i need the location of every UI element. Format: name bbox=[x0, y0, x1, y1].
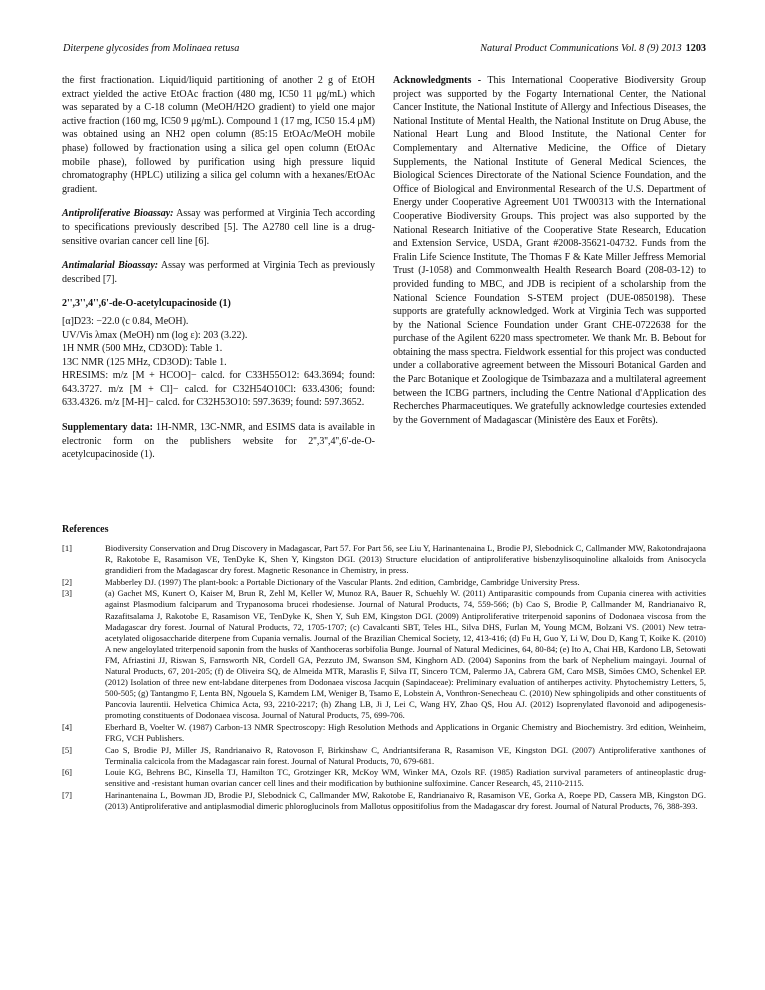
running-header bbox=[63, 43, 706, 59]
references-list bbox=[62, 543, 706, 813]
reference-item bbox=[62, 767, 706, 789]
reference-text: Eberhard B, Voelter W. (1987) Carbon-13 NMR Spectroscopy: High Resolution Methods and Applications in Organic Chemistry and Biochemistry. 3rd edition, Weinheim, FRG, VCH Publishers. bbox=[105, 722, 706, 744]
reference-text: (a) Gachet MS, Kunert O, Kaiser M, Brun R, Zehl M, Keller W, Munoz RA, Bauer R, Schuehly W. (2011) Antiparasitic compounds from Cupania cinerea with activities against Plasmodium falciparum and Trypanosoma brucei rhodesiense. Journal of Natural Products, 74, 559-566; (b) Cao S, Brodie P, Callmander M, Randrianaivo R, Razafitsalama J, Rakotobe E, Rasamison VE, TenDyke K, Shen Y, Suh EM, Kingston DGI. (2009) Antiproliferative triterpenoid saponins of Dodonaea viscosa from the Madagascar dry forest. Journal of Natural Products, 72, 1705-1707; (c) Cavalcanti SBT, Teles HL, Silva DHS, Furlan M, Young MCM, Bolzani VS. (2001) New tetra-acetylated oligosaccharide diterpene from Cupania vernalis. Journal of the Brazilian Chemical Society, 12, 413-416; (d) Fu H, Guo Y, Li W, Dou D, Kang T, Koike K. (2010) A new angeloylated triterpenoid saponin from the husks of Xanthoceras sorbifolia Bunge. Journal of Natural Medicines, 64, 80-84; (e) Ito A, Chai HB, Kardono LB, Setowati FM, Afriastini JJ, Riswan S, Farnsworth NR, Cordell GA, Pezzuto JM, Swanson SM, Kinghorn AD. (2004) Saponins from the bark of Nephelium maingayi. Journal of Natural Products, 67, 201-205; (f) de Oliveira SQ, de Almeida MTR, Maraslis F, Silva IT, Sincero TCM, Palermo JA, Cabrera GM, Caro MSB, Simões CMO, Schenkel EP. (2012) Isolation of three new ent-labdane diterpenes from Dodonaea viscosa Jacquin (Sapindaceae): Preliminary evaluation of antiherpes activity. Phytochemistry Letters, 5, 500-505; (g) Tantangmo F, Lenta BN, Ngouela S, Kamdem LM, Weniger B, Tsamo E, Lobstein A, Vonthron-Senecheau C. (2010) New sphingolipids and other constituents of Pancovia laurentii. Helvetica Chimica Acta, 93, 2210-2217; (h) Zhang LB, Ji J, Lei C, Wang HY, Zhao QS, Hou AJ. (2012) Isoprenylated flavonoid and adipogenesis-promoting constituents of Dodonaea viscosa. Journal of Natural Products, 75, 699-706. bbox=[105, 588, 706, 721]
reference-number: [4] bbox=[62, 722, 73, 732]
reference-number: [2] bbox=[62, 576, 73, 587]
reference-number: [1] bbox=[62, 543, 73, 553]
reference-item bbox=[62, 588, 706, 721]
references-title: References bbox=[62, 524, 109, 535]
optical-rotation-line: [α]D23: −22.0 (c 0.84, MeOH). bbox=[62, 315, 189, 327]
reference-number: [3] bbox=[62, 588, 73, 599]
right-column bbox=[393, 74, 706, 438]
header-journal-info bbox=[480, 43, 706, 54]
antiproliferative-paragraph bbox=[62, 207, 375, 248]
left-column bbox=[62, 74, 375, 473]
acknowledgments-heading: Acknowledgments - bbox=[393, 75, 482, 86]
antiproliferative-text: Assay was performed at Virginia Tech according to specifications previously described [5]. The A2780 cell line is a drug-sensitive ovarian cancer cell line [6]. bbox=[62, 208, 375, 247]
reference-item bbox=[62, 745, 706, 767]
c-nmr-line: 13C NMR (125 MHz, CD3OD): Table 1. bbox=[62, 356, 227, 368]
h-nmr-line: 1H NMR (500 MHz, CD3OD): Table 1. bbox=[62, 343, 223, 355]
reference-number: [7] bbox=[62, 790, 73, 801]
compound-title: 2'',3'',4'',6'-de-O-acetylcupacinoside (1) bbox=[62, 298, 231, 310]
reference-text: Harinantenaina L, Bowman JD, Brodie PJ, Slebodnick C, Callmander MW, Rakotobe E, Randrianaivo R, Rasamison VE, Gorka A, Roepe PD, Cassera MB, Kingston DG. (2013) Antiproliferative and antiplasmodial dimeric phloroglucinols from Mallotus oppositifolius from the Madagascar dry forest. Journal of Natural Products, 76, 388-393. bbox=[105, 790, 706, 812]
header-journal: Natural Product Communications Vol. 8 (9) 2013 bbox=[480, 43, 682, 54]
supplementary-heading: Supplementary data: bbox=[62, 422, 153, 434]
reference-item bbox=[62, 722, 706, 744]
reference-text: Cao S, Brodie PJ, Miller JS, Randrianaivo R, Ratovoson F, Birkinshaw C, Andriantsiferana R, Rasamison VE, Kingston DGI. (2007) Antiproliferative xanthones of Terminalia calcicola from the Madagascar rain forest. Journal of Natural Products, 70, 679-681. bbox=[105, 744, 706, 766]
reference-text: Mabberley DJ. (1997) The plant-book: a Portable Dictionary of the Vascular Plants. 2nd edition, Cambridge, Cambridge University Press. bbox=[105, 576, 580, 587]
reference-text: Louie KG, Behrens BC, Kinsella TJ, Hamilton TC, Grotzinger KR, McKoy WM, Winker MA, Ozols RF. (1985) Radiation survival parameters of antineoplastic drug-sensitive and -resistant human ovarian cancer cell lines and their modification by buthionine sulfoximine. Cancer Research, 45, 2110-2115. bbox=[105, 767, 706, 789]
acknowledgments-text: This International Cooperative Biodiversity Group project was supported by the Fogarty International Center, the National Cancer Institute, the National Institute of Allergy and Infectious Diseases, the National Institute of Mental Health, the National Institute on Drug Abuse, the National Heart Lung and Blood Institute, the National Center for Complementary and Alternative Medicine, the Office of Dietary Supplements, the National Institute of General Medical Sciences, the Biological Sciences Directorate of the National Science Foundation, and the Office of Biological and Environmental Research of the U.S. Department of Energy under Cooperative Agreement U01 TW00313 with the International Cooperative Biodiversity Groups. This project was also supported by the National Research Initiative of the Cooperative State Research, Education and Extension Service, USDA, Grant #2008-35621-04732. Funds from the Fralin Life Science Institute, The Thomas F & Kate Miller Jeffress Memorial Trust (J-1058) and Commonwealth Health Research Board (208-03-12) to provided funding to MBC, and JDB is recipient of a scholarship from the National Science Foundation S-STEM project (DUE-0850198). These supports are gratefully acknowledged. Work at Virginia Tech was supported by the National Science Foundation under Grant CHE-0722638 for the purchase of the Agilent 6220 mass spectrometer. We thank Mr. B. Bebout for obtaining the mass spectra. Fieldwork essential for this project was conducted under a collaborative agreement between the Missouri Botanical Garden and the Parc Botanique et Zoologique de Tsimbazaza and a multilateral agreement between the ICBG partners, including the Centre National d'Application des Recherches Pharmaceutiques. We gratefully acknowledge courtesies extended by the Government of Madagascar (Ministère des Eaux et Forêts). bbox=[393, 75, 706, 426]
reference-item bbox=[62, 790, 706, 812]
antimalarial-paragraph bbox=[62, 259, 375, 286]
hresims-paragraph: HRESIMS: m/z [M + HCOO]− calcd. for C33H55O12: 643.3694; found: 643.3727. m/z [M + Cl]− calcd. for C32H54O10Cl: 633.4306; found: 633.4326. m/z [M-H]− calcd. for C32H53O10: 597.3639; found: 597.3652. bbox=[62, 370, 375, 409]
reference-text: Biodiversity Conservation and Drug Discovery in Madagascar, Part 57. For Part 56, see Liu Y, Harinantenaina L, Brodie PJ, Slebodnick C, Callmander MW, Rakotondrajaona R, Rakotobe E, Rasamison VE, TenDyke K, Shen Y, Kingston DGI. (2013) Structure elucidation of antiproliferative bisbenzylisoquinoline alkaloids from Anisocycla grandidieri from the Madagascar dry forest. Magnetic Resonance in Chemistry, in press. bbox=[105, 543, 706, 576]
reference-item bbox=[62, 543, 706, 576]
fractionation-paragraph: the first fractionation. Liquid/liquid partitioning of another 2 g of EtOH extract yielded the active EtOAc fraction (480 mg, IC50 11 μg/mL) which was separated by a C-18 column (MeOH/H2O gradient) to yield one major active fraction (160 mg, IC50 9 μg/mL). Compound 1 (17 mg, IC50 15.4 μM) was obtained using an NH2 open column (85:15 EtOAc/MeOH mobile phase) followed by fractionation using a silica gel open column (EtOAc mobile phase), followed by purification using high pressure liquid chromatography (HPLC) utilizing a silica gel column with a hexanes/EtOAc gradient. bbox=[62, 75, 375, 195]
antimalarial-heading: Antimalarial Bioassay: bbox=[62, 260, 159, 272]
supplementary-paragraph bbox=[62, 421, 375, 462]
supplementary-text: 1H-NMR, 13C-NMR, and ESIMS data is available in electronic form on the publishers website for 2'',3'',4'',6'-de-O-acetylcupacinoside (1). bbox=[62, 422, 376, 461]
antimalarial-text: Assay was performed at Virginia Tech as previously described [7]. bbox=[62, 260, 376, 285]
reference-item bbox=[62, 577, 706, 588]
uv-vis-line: UV/Vis λmax (MeOH) nm (log ε): 203 (3.22). bbox=[62, 329, 248, 341]
acknowledgments-paragraph bbox=[393, 74, 706, 427]
page-number: 1203 bbox=[685, 43, 706, 54]
antiproliferative-heading: Antiproliferative Bioassay: bbox=[62, 208, 174, 220]
reference-number: [5] bbox=[62, 744, 73, 755]
header-article-title: Diterpene glycosides from Molinaea retusa bbox=[63, 43, 240, 54]
reference-number: [6] bbox=[62, 767, 73, 778]
